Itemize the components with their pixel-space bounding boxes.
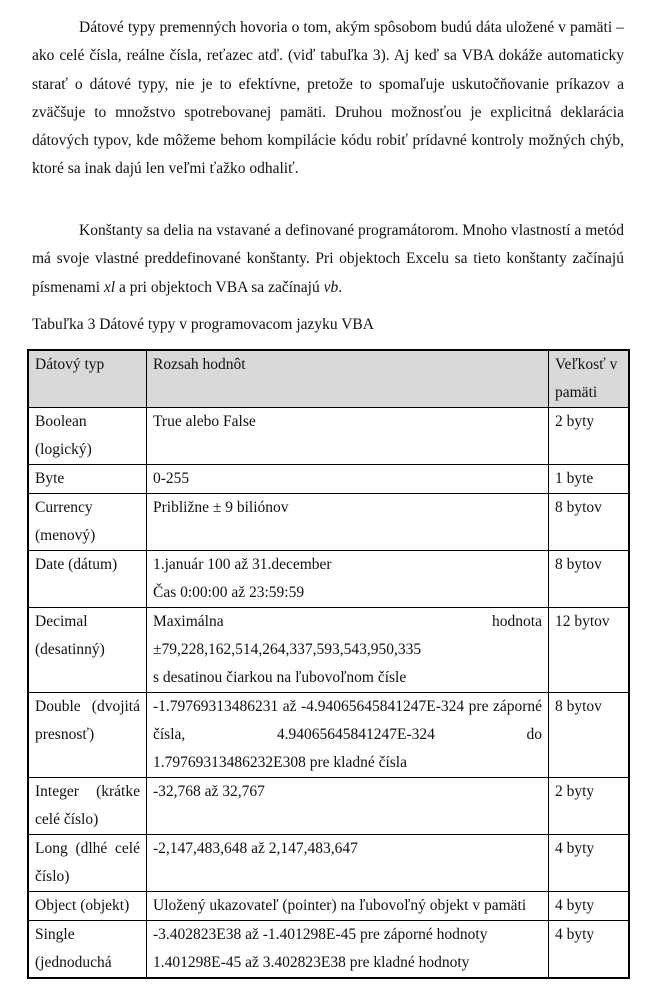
paragraph-constants-end: . — [338, 278, 343, 296]
cell-range-line: Uložený ukazovateľ (pointer) na ľubovoľný objekt v pamäti — [153, 897, 527, 914]
cell-range — [147, 778, 549, 835]
table-caption: Tabuľka 3 Dátové typy v programovacom jazyku VBA — [32, 316, 374, 333]
cell-range-line: -3.402823E38 až -1.401298E-45 pre záporné hodnoty — [153, 926, 488, 943]
cell-range-line: Čas 0:00:00 až 23:59:59 — [153, 584, 305, 601]
cell-range-line: True alebo False — [153, 413, 256, 430]
cell-type: Object (objekt) — [28, 892, 147, 921]
table-row — [28, 465, 629, 494]
header-type: Dátový typ — [28, 350, 147, 408]
cell-range-line: Približne ± 9 biliónov — [153, 499, 289, 516]
cell-range-line: Maximálna hodnota — [153, 613, 542, 630]
cell-size: 1 byte — [549, 465, 630, 494]
cell-range-line: s desatinou čiarkou na ľubovoľnom čísle — [153, 669, 407, 686]
table-body — [28, 408, 629, 979]
cell-size: 8 bytov — [549, 494, 630, 551]
table-row — [28, 892, 629, 921]
cell-range-line: 1.401298E-45 až 3.402823E38 pre kladné hodnoty — [153, 954, 470, 971]
table-row — [28, 835, 629, 892]
cell-range — [147, 693, 549, 778]
cell-range — [147, 494, 549, 551]
cell-range-line: 1.január 100 až 31.december — [153, 556, 332, 573]
cell-size: 4 byty — [549, 892, 630, 921]
table-row — [28, 494, 629, 551]
cell-range — [147, 835, 549, 892]
cell-range-line: -2,147,483,648 až 2,147,483,647 — [153, 840, 358, 857]
vb-prefix: vb — [323, 278, 339, 296]
cell-range-line: ±79,228,162,514,264,337,593,543,950,335 — [153, 641, 422, 658]
cell-type: Date (dátum) — [28, 551, 147, 608]
cell-size: 8 bytov — [549, 693, 630, 778]
cell-range-line: -32,768 až 32,767 — [153, 783, 265, 800]
cell-size: 4 byty — [549, 921, 630, 979]
table-row — [28, 778, 629, 835]
table-row — [28, 608, 629, 693]
xl-prefix: xl — [103, 278, 116, 296]
cell-type: Double (dvojitá presnosť) — [28, 693, 147, 778]
cell-size: 2 byty — [549, 778, 630, 835]
cell-range — [147, 921, 549, 979]
cell-type: Byte — [28, 465, 147, 494]
data-types-table — [27, 349, 630, 979]
cell-range — [147, 608, 549, 693]
cell-range — [147, 892, 549, 921]
table-row — [28, 693, 629, 778]
cell-range — [147, 465, 549, 494]
cell-range-line: -1.79769313486231 až -4.94065645841247E-324 pre záporné čísla, 4.94065645841247E-324 do — [153, 698, 542, 743]
table-row — [28, 408, 629, 465]
paragraph-constants — [32, 217, 624, 302]
cell-size: 12 bytov — [549, 608, 630, 693]
paragraph-constants-text: Konštanty sa delia na vstavané a definované programátorom. Mnoho vlastností a metód má svoje vlastné preddefinované konštanty. Pri objektoch Excelu sa tieto konštanty začínajú písmenami — [32, 222, 624, 296]
cell-size: 8 bytov — [549, 551, 630, 608]
cell-type: Decimal (desatinný) — [28, 608, 147, 693]
cell-range-line: 1.79769313486232E308 pre kladné čísla — [153, 754, 407, 771]
table-header-row — [28, 350, 629, 408]
cell-size: 2 byty — [549, 408, 630, 465]
cell-type: Boolean (logický) — [28, 408, 147, 465]
cell-type: Currency (menový) — [28, 494, 147, 551]
header-size: Veľkosť v pamäti — [549, 350, 630, 408]
header-range: Rozsah hodnôt — [147, 350, 549, 408]
cell-size: 4 byty — [549, 835, 630, 892]
paragraph-constants-text-2: a pri objektoch VBA sa začínajú — [115, 278, 324, 296]
cell-range — [147, 408, 549, 465]
cell-type: Integer (krátke celé číslo) — [28, 778, 147, 835]
paragraph-data-types: Dátové typy premenných hovoria o tom, akým spôsobom budú dáta uložené v pamäti – ako celé čísla, reálne čísla, reťazec atď. (viď tabuľka 3). Aj keď sa VBA dokáže automaticky starať o dátové typy, nie je to efektívne, pretože to spomaľuje uskutočňovanie príkazov a zväčšuje to množstvo spotrebovanej pamäti. Druhou možnosťou je explicitná deklarácia dátových typov, kde môžeme behom kompilácie kódu robiť prídavné kontroly možných chýb, ktoré sa inak dajú len veľmi ťažko odhaliť. — [32, 19, 624, 178]
cell-range — [147, 551, 549, 608]
cell-type: Long (dlhé celé číslo) — [28, 835, 147, 892]
table-row — [28, 551, 629, 608]
cell-type: Single (jednoduchá — [28, 921, 147, 979]
table-row — [28, 921, 629, 979]
cell-range-line: 0-255 — [153, 470, 190, 487]
